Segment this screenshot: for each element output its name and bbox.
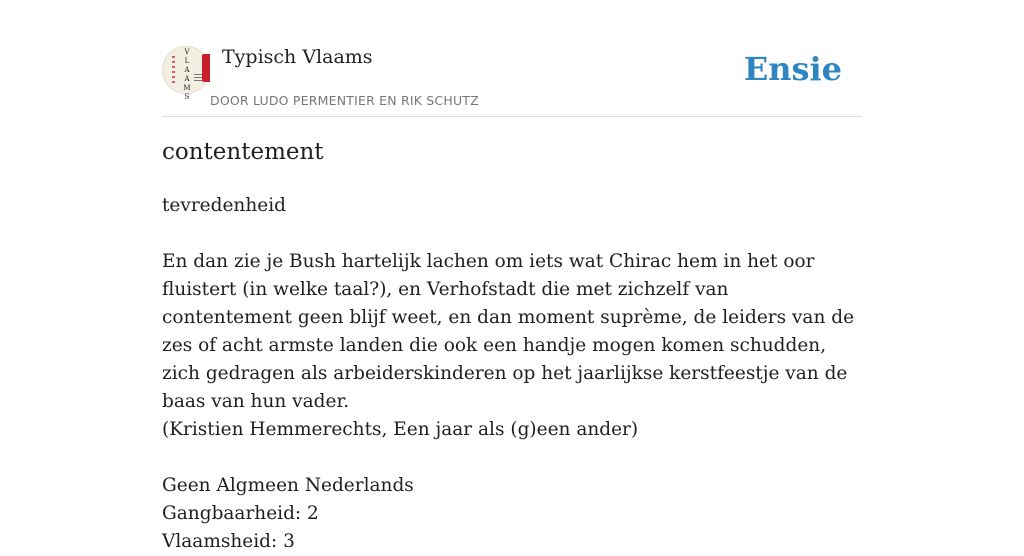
entry-example: En dan zie je Bush hartelijk lachen om iets wat Chirac hem in het oor fluistert (in welke taal?), en Verhofstadt die met zichzelf van contentement geen blijf weet, en dan moment suprème, de leiders van de zes of acht armste landen die ook een handje mogen komen schudden, zich gedragen als arbeiderskinderen op het jaarlijkse kerstfeestje van de baas van hun vader. bbox=[162, 251, 855, 412]
book-cover-image[interactable] bbox=[162, 46, 210, 101]
entry-definition: tevredenheid bbox=[162, 195, 286, 216]
entry-vlaamsheid: Vlaamsheid: 3 bbox=[162, 531, 295, 552]
entry-content bbox=[162, 192, 862, 556]
entry-label: Geen Algmeen Nederlands bbox=[162, 475, 414, 496]
book-authors: DOOR LUDO PERMENTIER EN RIK SCHUTZ bbox=[210, 93, 479, 108]
book-title-link[interactable]: Typisch Vlaams bbox=[222, 46, 373, 68]
entry-title: contentement bbox=[162, 139, 324, 165]
spacer bbox=[162, 220, 862, 248]
cover-text-lines bbox=[194, 74, 202, 82]
entry-source: (Kristien Hemmerechts, Een jaar als (g)een ander) bbox=[162, 419, 639, 440]
cover-red-band bbox=[202, 54, 210, 82]
site-header bbox=[162, 44, 862, 117]
entry-gangbaarheid: Gangbaarheid: 2 bbox=[162, 503, 319, 524]
brand-logo[interactable]: Ensie bbox=[743, 50, 842, 88]
cover-decoration bbox=[172, 56, 175, 84]
cover-lettering: V L A A M S bbox=[183, 48, 191, 101]
spacer bbox=[162, 444, 862, 472]
